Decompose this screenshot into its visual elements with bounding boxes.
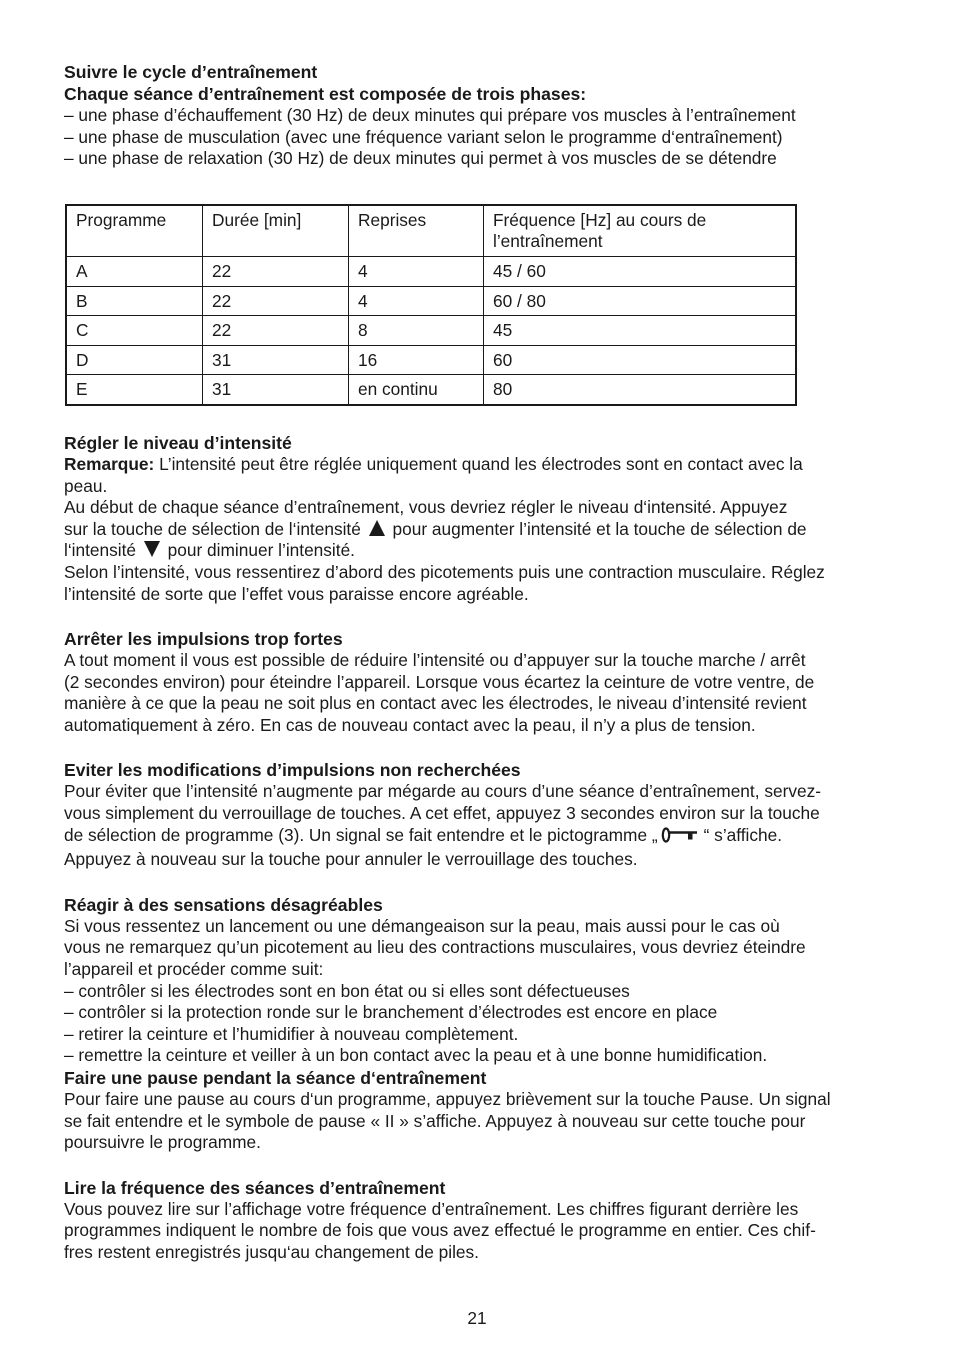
program-table bbox=[65, 204, 797, 406]
table-header-cell: Reprises bbox=[349, 205, 484, 257]
stop-text: automatiquement à zéro. En cas de nouveau contact avec la peau, il n’y a plus de tension. bbox=[64, 714, 756, 735]
lock-text: Pour éviter que l’intensité n’augmente par mégarde au cours d’une séance d’entraînement, servez- bbox=[64, 781, 821, 802]
intensity-heading: Régler le niveau d’intensité bbox=[64, 432, 292, 453]
table-row bbox=[66, 316, 796, 346]
arrow-down-icon bbox=[144, 541, 160, 557]
frequency-text: Vous pouvez lire sur l’affichage votre fréquence d’entraînement. Les chiffres figurant derrière les bbox=[64, 1198, 799, 1219]
table-cell: 4 bbox=[349, 256, 484, 286]
remark-text: L’intensité peut être réglée uniquement quand les électrodes sont en contact avec la bbox=[154, 453, 803, 474]
table-cell: 22 bbox=[203, 286, 349, 316]
intensity-text: peau. bbox=[64, 475, 108, 496]
lock-text: Appuyez à nouveau sur la touche pour annuler le verrouillage des touches. bbox=[64, 849, 638, 870]
stop-text: A tout moment il vous est possible de réduire l’intensité ou d’appuyer sur la touche marche / arrêt bbox=[64, 650, 806, 671]
key-lock-icon bbox=[661, 826, 701, 850]
table-cell: 60 bbox=[484, 345, 797, 375]
frequency-text: programmes indiquent le nombre de fois que vous avez effectué le programme en entier. Ces chif- bbox=[64, 1220, 816, 1241]
react-text: vous ne remarquez qu’un picotement au lieu des contractions musculaires, vous devriez éteindre bbox=[64, 937, 806, 958]
intensity-text-part: l‘intensité bbox=[64, 540, 137, 561]
remark-label: Remarque: bbox=[64, 453, 155, 474]
intensity-text: Au début de chaque séance d’entraînement, vous devriez régler le niveau d‘intensité. Appuyez bbox=[64, 497, 788, 518]
cycle-subheading: Chaque séance d’entraînement est composée de trois phases: bbox=[64, 84, 587, 104]
intensity-text: l’intensité de sorte que l’effet vous paraisse encore agréable. bbox=[64, 583, 529, 604]
table-cell: en continu bbox=[349, 375, 484, 405]
table-cell: B bbox=[66, 286, 203, 316]
phase-item: – une phase de relaxation (30 Hz) de deux minutes qui permet à vos muscles de se détendre bbox=[64, 148, 777, 169]
table-header-cell: Programme bbox=[66, 205, 203, 257]
table-header-row bbox=[66, 205, 796, 257]
pause-heading: Faire une pause pendant la séance d‘entraînement bbox=[64, 1068, 487, 1088]
react-list-item: – contrôler si la protection ronde sur le branchement d’électrodes est encore en place bbox=[64, 1002, 718, 1023]
intensity-remark bbox=[64, 454, 889, 476]
table-cell: D bbox=[66, 345, 203, 375]
react-text: Si vous ressentez un lancement ou une démangeaison sur la peau, mais aussi pour le cas où bbox=[64, 915, 780, 936]
intensity-text-part: pour augmenter l’intensité et la touche de sélection de bbox=[392, 518, 807, 539]
stop-heading: Arrêter les impulsions trop fortes bbox=[64, 629, 343, 650]
table-cell: 60 / 80 bbox=[484, 286, 797, 316]
table-cell: C bbox=[66, 316, 203, 346]
lock-text-part: de sélection de programme (3). Un signal se fait entendre et le pictogramme „ bbox=[64, 824, 658, 845]
table-cell: 4 bbox=[349, 286, 484, 316]
lock-heading: Eviter les modifications d’impulsions non recherchées bbox=[64, 760, 521, 781]
stop-text: (2 secondes environ) pour éteindre l’appareil. Lorsque vous écartez la ceinture de votre ventre, de bbox=[64, 671, 815, 692]
frequency-text: fres restent enregistrés jusqu‘au changement de piles. bbox=[64, 1241, 479, 1262]
table-cell: A bbox=[66, 256, 203, 286]
table-row bbox=[66, 286, 796, 316]
intensity-text: Selon l’intensité, vous ressentirez d’abord des picotements puis une contraction musculaire. Réglez bbox=[64, 561, 825, 582]
stop-text: manière à ce que la peau ne soit plus en contact avec les électrodes, le niveau d’intensité revient bbox=[64, 693, 807, 714]
table-cell: 31 bbox=[203, 375, 349, 405]
table-cell: 22 bbox=[203, 316, 349, 346]
table-cell: 80 bbox=[484, 375, 797, 405]
pause-text: se fait entendre et le symbole de pause « II » s’affiche. Appuyez à nouveau sur cette touche pour bbox=[64, 1110, 806, 1131]
arrow-up-icon bbox=[369, 520, 385, 536]
page-number: 21 bbox=[467, 1308, 487, 1328]
table-row bbox=[66, 345, 796, 375]
table-row bbox=[66, 256, 796, 286]
phase-item: – une phase d’échauffement (30 Hz) de deux minutes qui prépare vos muscles à l’entraînement bbox=[64, 105, 796, 125]
table-cell: 16 bbox=[349, 345, 484, 375]
table-cell: 22 bbox=[203, 256, 349, 286]
table-cell: 45 / 60 bbox=[484, 256, 797, 286]
react-text: l’appareil et procéder comme suit: bbox=[64, 959, 324, 980]
table-cell: 45 bbox=[484, 316, 797, 346]
page-content bbox=[64, 61, 889, 1264]
intensity-text bbox=[64, 540, 889, 562]
react-heading: Réagir à des sensations désagréables bbox=[64, 894, 383, 915]
table-header-cell: Durée [min] bbox=[203, 205, 349, 257]
lock-text: vous simplement du verrouillage de touches. A cet effet, appuyez 3 secondes environ sur la touche bbox=[64, 803, 820, 824]
react-list-item: – remettre la ceinture et veiller à un bon contact avec la peau et à une bonne humidification. bbox=[64, 1045, 768, 1066]
react-list-item: – contrôler si les électrodes sont en bon état ou si elles sont défectueuses bbox=[64, 980, 630, 1001]
table-header-cell: Fréquence [Hz] au cours de l’entraînement bbox=[484, 205, 797, 257]
pause-text: Pour faire une pause au cours d‘un programme, appuyez brièvement sur la touche Pause. Un signal bbox=[64, 1089, 831, 1109]
table-cell: E bbox=[66, 375, 203, 405]
phase-item: – une phase de musculation (avec une fréquence variant selon le programme d‘entraînement) bbox=[64, 126, 783, 147]
pause-text: poursuivre le programme. bbox=[64, 1132, 261, 1153]
intensity-text bbox=[64, 519, 889, 541]
intensity-text-part: sur la touche de sélection de l‘intensité bbox=[64, 518, 361, 539]
table-cell: 31 bbox=[203, 345, 349, 375]
intensity-text-part: pour diminuer l’intensité. bbox=[167, 540, 355, 561]
lock-text bbox=[64, 825, 889, 850]
table-row bbox=[66, 375, 796, 405]
lock-text-part: “ s’affiche. bbox=[703, 824, 783, 845]
cycle-heading: Suivre le cycle d’entraînement bbox=[64, 62, 318, 82]
frequency-heading: Lire la fréquence des séances d’entraînement bbox=[64, 1177, 446, 1198]
react-list-item: – retirer la ceinture et l’humidifier à nouveau complètement. bbox=[64, 1023, 519, 1044]
table-cell: 8 bbox=[349, 316, 484, 346]
